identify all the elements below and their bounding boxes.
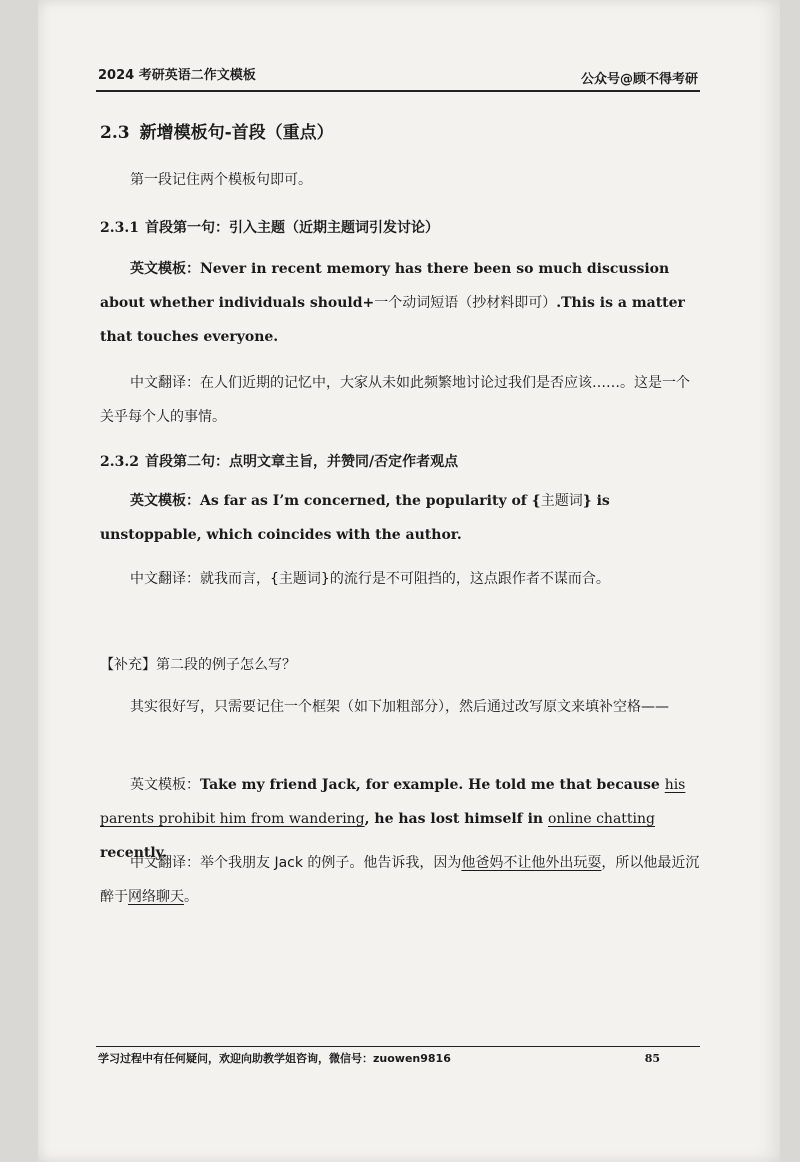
chinese-translation-text: 就我而言，{主题词}的流行是不可阻挡的，这点跟作者不谋而合。 [200, 571, 610, 587]
subsection-1-english-template [100, 252, 700, 354]
template-bold-1: Take my friend Jack, for example. He told me that because [200, 777, 665, 793]
header-title: 2024 考研英语二作文模板 [98, 68, 256, 83]
chinese-translation-label: 中文翻译： [130, 571, 200, 587]
english-template-text-2: .This is a matter that touches everyone. [100, 295, 685, 345]
template-blank-1: his parents prohibit him from wandering [100, 777, 686, 827]
english-template-keyword: 主题词 [540, 493, 583, 509]
english-template-chinese-note: 一个动词短语（抄材料即可） [374, 295, 557, 311]
header-account: 公众号@顾不得考研 [580, 72, 698, 87]
subsection-2-english-template [100, 484, 700, 552]
english-template-label: 英文模板： [130, 261, 200, 277]
supplement-label: 【补充】 [100, 657, 156, 673]
english-template-text-2: } is unstoppable, which coincides with the author. [100, 493, 610, 543]
subsection-1-heading [100, 217, 700, 237]
chinese-translation-label: 中文翻译： [130, 375, 200, 391]
supplement-chinese-translation [100, 846, 700, 914]
section-heading [100, 118, 700, 143]
translation-part-1: 举个我朋友 Jack 的例子。他告诉我，因为 [200, 855, 462, 871]
document-page [38, 0, 780, 1162]
subsection-2-chinese-translation [100, 562, 700, 596]
english-template-label: 英文模板： [130, 493, 200, 509]
template-blank-2: online chatting [547, 811, 656, 827]
supplement-question: 第二段的例子怎么写？ [156, 657, 296, 673]
page-number: 85 [644, 1052, 660, 1065]
supplement-explanation: 其实很好写，只需要记住一个框架（如下加粗部分），然后通过改写原文来填补空格—— [130, 699, 669, 715]
english-template-label: 英文模板： [130, 777, 200, 793]
translation-part-3: 。 [184, 889, 198, 905]
supplement-heading [100, 648, 700, 682]
section-number: 2.3 [100, 123, 130, 143]
header-divider [96, 90, 700, 92]
template-bold-2: , he has lost himself in [364, 811, 548, 827]
subsection-1-title: 首段第一句：引入主题（近期主题词引发讨论） [144, 220, 439, 236]
subsection-2-number: 2.3.2 [100, 454, 139, 470]
subsection-1-number: 2.3.1 [100, 220, 139, 236]
english-template-text-1: As far as I’m concerned, the popularity of { [200, 493, 541, 509]
footer-divider [96, 1046, 700, 1047]
section-title: 新增模板句-首段（重点） [139, 123, 334, 143]
subsection-2-heading [100, 451, 700, 471]
chinese-translation-text: 在人们近期的记忆中，大家从未如此频繁地讨论过我们是否应该……。这是一个关乎每个人的事情。 [100, 375, 690, 425]
subsection-2-title: 首段第二句：点明文章主旨，并赞同/否定作者观点 [144, 454, 459, 470]
translation-blank-2: 网络聊天 [128, 889, 184, 905]
translation-blank-1: 他爸妈不让他外出玩耍 [461, 855, 602, 871]
subsection-1-chinese-translation [100, 366, 700, 434]
template-bold-3: recently. [100, 845, 168, 861]
footer-contact: 学习过程中有任何疑问，欢迎向助教学姐咨询，微信号：zuowen9816 [98, 1052, 451, 1065]
chinese-translation-label: 中文翻译： [130, 855, 200, 871]
section-intro: 第一段记住两个模板句即可。 [130, 172, 312, 188]
translation-part-2: ，所以他最近沉醉于 [100, 855, 700, 905]
english-template-text-1: Never in recent memory has there been so much discussion about whether individuals should+ [100, 261, 670, 311]
